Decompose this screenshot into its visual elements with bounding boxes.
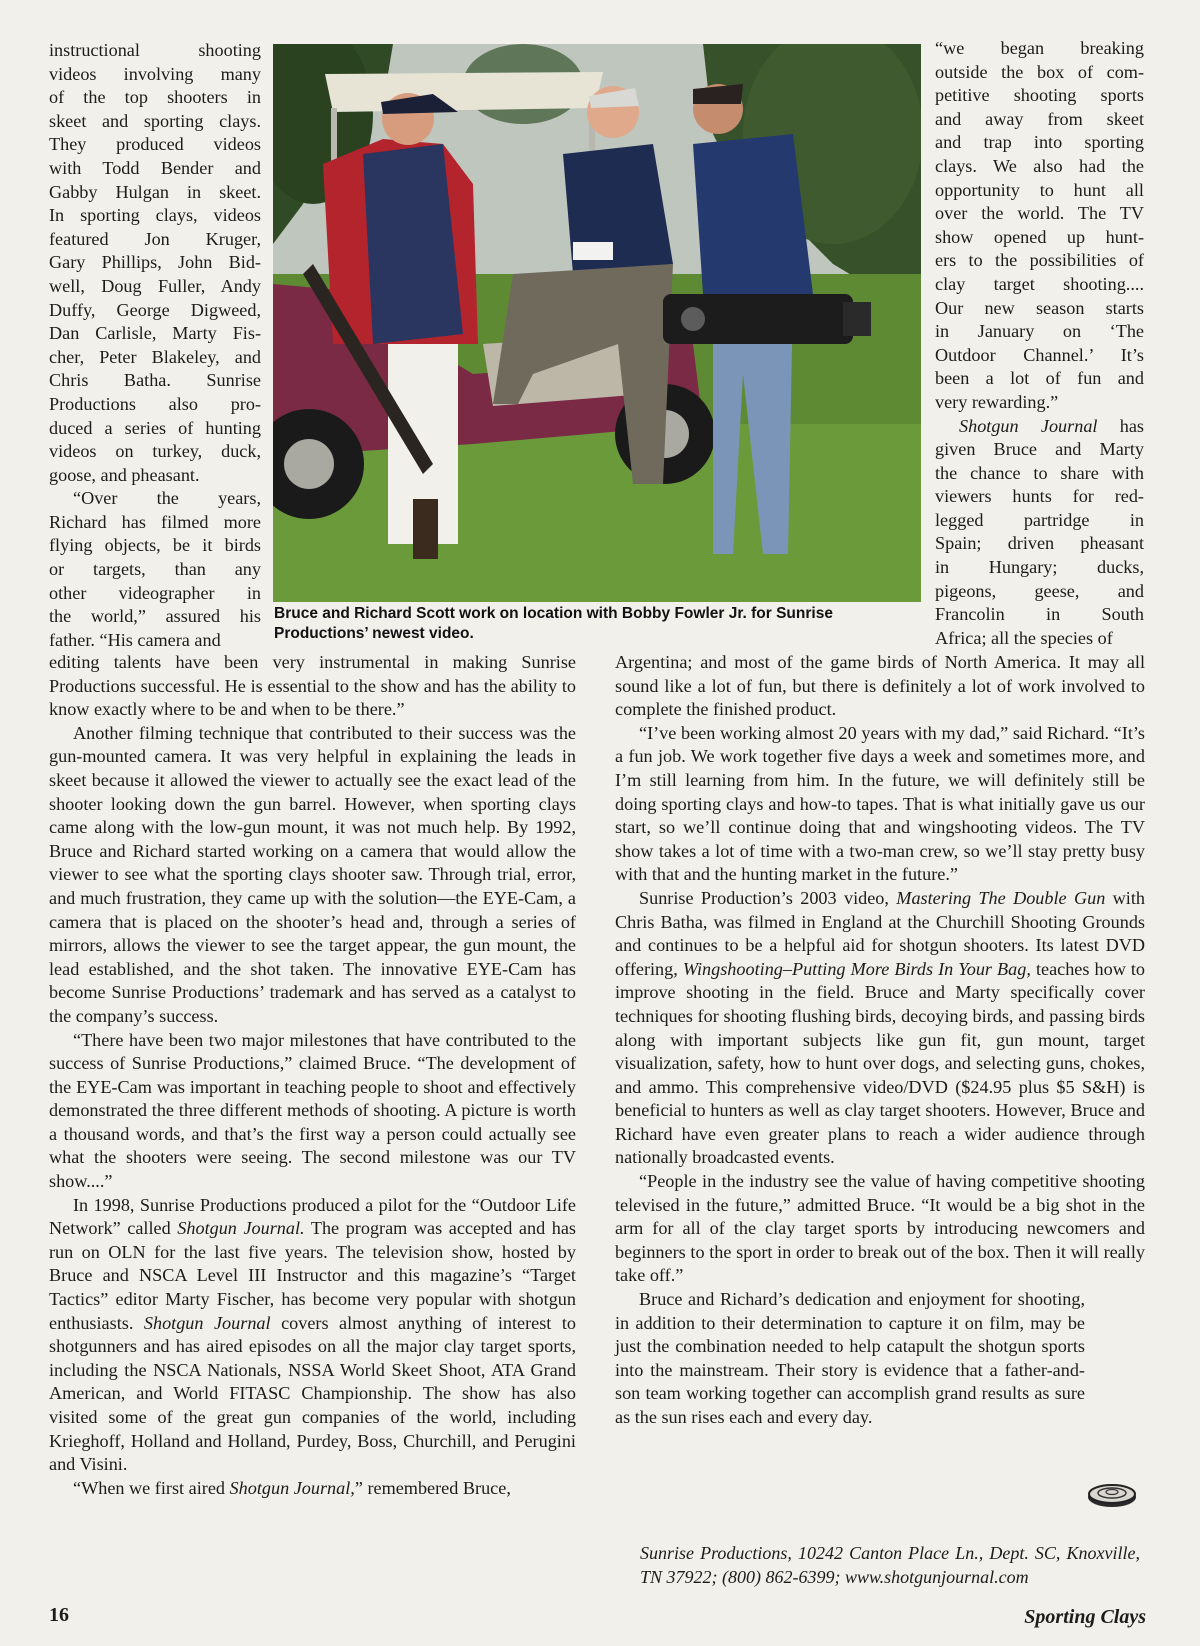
right-narrow-line: and trap into sporting bbox=[935, 132, 1144, 153]
photo-illustration bbox=[273, 44, 921, 602]
left-paragraph-1: editing talents have been very instrumental in making Sunrise Productions successful. He is essential to the show and has the ability to know exactly where to be and when to be there.” bbox=[49, 652, 576, 720]
right-paragraph-1: Argentina; and most of the game birds of North America. It may all sound like a lot of fun, but there is definitely a lot of work involved to complete the finished product. bbox=[615, 652, 1145, 720]
left-narrow-line: skeet and sporting clays. bbox=[49, 110, 261, 131]
left-narrow-line: Dan Carlisle, Marty Fis- bbox=[49, 323, 261, 344]
right-narrow-line: Spain; driven pheasant bbox=[935, 533, 1144, 554]
left-p4-text-e: covers almost anything of interest to shotgunners and has aired episodes on all the major clay target sports, including the NSCA Nationals, NSSA World Skeet Shoot, ATA Grand American, and World FITASC Championship. The show has also visited some of the great gun companies of the world, including Krieghoff, Holland and Holland, Purdey, Boss, Churchill, and Perugini and Visini. bbox=[49, 1312, 576, 1475]
right-p3-title-2: Wingshooting–Putting More Birds In Your Bag, bbox=[682, 958, 1031, 979]
left-p4-title-1: Shotgun Journal. bbox=[177, 1218, 305, 1239]
right-paragraph-4: “People in the industry see the value of having competitive shooting televised in the future,” admitted Bruce. “It would be a big shot in the arm for all of the clay target sports by introducing newcomers and beginners to the sport in order to break out of the box. Then it will really take off.” bbox=[615, 1171, 1145, 1286]
right-narrow-line: Shotgun Journal has bbox=[959, 415, 1144, 436]
right-narrow-line: legged partridge in bbox=[935, 509, 1144, 530]
right-narrow-line: clay target shooting.... bbox=[935, 273, 1144, 294]
show-title: Shotgun Journal bbox=[959, 415, 1098, 436]
clay-target-end-icon bbox=[1085, 1480, 1139, 1510]
right-narrow-line: given Bruce and Marty bbox=[935, 439, 1144, 460]
right-narrow-line: in Hungary; ducks, bbox=[935, 557, 1144, 578]
left-narrow-line: flying objects, be it birds bbox=[49, 535, 261, 556]
left-narrow-line: Productions also pro- bbox=[49, 393, 261, 414]
right-narrow-line: petitive shooting sports bbox=[935, 85, 1144, 106]
left-p5-text-a: “When we first aired bbox=[73, 1477, 230, 1498]
magazine-name: Sporting Clays bbox=[1024, 1606, 1146, 1628]
left-p5-text-c: ” remembered Bruce, bbox=[354, 1477, 511, 1498]
left-p4-title-2: Shotgun Journal bbox=[143, 1312, 271, 1333]
right-p3-title-1: Mastering The Double Gun bbox=[896, 887, 1106, 908]
right-p3-text-c: with Chris Batha, was filmed in England at the Churchill Shooting Grounds and continues to be a helpful aid for shotgun shooters. Its latest DVD offering, bbox=[615, 887, 1145, 979]
left-narrow-line: with Todd Bender and bbox=[49, 157, 261, 178]
left-column bbox=[49, 651, 576, 1500]
left-narrow-column bbox=[49, 39, 261, 652]
right-narrow-lines bbox=[935, 37, 1144, 650]
left-p4-text-a: In 1998, Sunrise Productions produced a pilot for the “Outdoor Life Network” called bbox=[49, 1194, 576, 1239]
left-paragraph-3: “There have been two major milestones that have contributed to the success of Sunrise Productions,” claimed Bruce. “The development of the EYE-Cam was important in teaching people to shoot and effectively demonstrated the three different methods of shooting. A picture is worth a thousand words, and that’s the first way a person could actually see what the shooters were seeing. The second milestone was our TV show....” bbox=[49, 1029, 576, 1192]
left-narrow-lines bbox=[49, 39, 261, 652]
right-column bbox=[615, 651, 1145, 1430]
contact-credit bbox=[640, 1542, 1140, 1589]
left-narrow-line: Gary Phillips, John Bid- bbox=[49, 252, 261, 273]
right-p3-text-a: Sunrise Production’s 2003 video, bbox=[639, 887, 897, 908]
right-narrow-line: over the world. The TV bbox=[935, 203, 1144, 224]
right-p3-text-e: teaches how to improve shooting in the field. Bruce and Marty specifically cover techniques for shooting flushing birds, decoying birds, and passing birds along with important subjects like gun fit, gun mount, target visualization, safety, how to hunt over dogs, and selecting guns, chokes, and ammo. This comprehensive video/DVD ($24.95 plus $5 S&H) is beneficial to hunters as well as clay target shooters. However, Bruce and Richard have even greater plans to reach a wider audience through nationally broadcasted events. bbox=[615, 958, 1146, 1168]
left-narrow-line: videos on turkey, duck, bbox=[49, 441, 261, 462]
left-narrow-line: cher, Peter Blakeley, and bbox=[49, 346, 261, 367]
caption-line-2: Productions’ newest video. bbox=[274, 625, 474, 642]
left-p5-title: Shotgun Journal, bbox=[229, 1477, 355, 1498]
right-paragraph-3 bbox=[615, 887, 1145, 1170]
right-narrow-line: show opened up hunt- bbox=[935, 226, 1144, 247]
left-narrow-line: featured Jon Kruger, bbox=[49, 228, 261, 249]
right-narrow-line: “we began breaking bbox=[935, 38, 1144, 58]
page-number: 16 bbox=[49, 1604, 69, 1626]
left-narrow-line: the world,” assured his bbox=[49, 606, 261, 627]
photo-caption bbox=[274, 604, 926, 644]
left-narrow-line: Richard has filmed more bbox=[49, 511, 261, 532]
right-narrow-column bbox=[935, 37, 1144, 650]
right-narrow-line: very rewarding.” bbox=[935, 391, 1059, 412]
right-narrow-line: outside the box of com- bbox=[935, 61, 1144, 82]
right-narrow-line: Africa; all the species of bbox=[935, 627, 1113, 648]
credit-text: Sunrise Productions, 10242 Canton Place Ln., Dept. SC, Knoxville, TN 37922; (800) 862-6399; www.shotgunjournal.com bbox=[640, 1543, 1140, 1587]
right-narrow-line: and away from skeet bbox=[935, 108, 1144, 129]
left-narrow-line: Chris Batha. Sunrise bbox=[49, 370, 261, 391]
left-narrow-line: Duffy, George Digweed, bbox=[49, 299, 261, 320]
left-narrow-line: duced a series of hunting bbox=[49, 417, 261, 438]
left-narrow-line: or targets, than any bbox=[49, 559, 261, 580]
left-narrow-line: videos involving many bbox=[49, 63, 261, 84]
right-narrow-line: the chance to share with bbox=[935, 462, 1144, 483]
right-narrow-line: clays. We also had the bbox=[935, 155, 1144, 176]
left-narrow-line: Gabby Hulgan in skeet. bbox=[49, 181, 261, 202]
right-narrow-line: opportunity to hunt all bbox=[935, 179, 1144, 200]
caption-line-1: Bruce and Richard Scott work on location with Bobby Fowler Jr. for Sunrise bbox=[274, 605, 833, 622]
left-narrow-line: “Over the years, bbox=[73, 488, 261, 509]
left-paragraph-4 bbox=[49, 1194, 576, 1477]
article-photo bbox=[273, 44, 921, 602]
left-narrow-line: father. “His camera and bbox=[49, 629, 221, 650]
left-p4-text-c: The program was accepted and has run on OLN for the last five years. The television show, hosted by Bruce and NSCA Level III Instructor and this magazine’s “Target Tactics” editor Marty Fischer, has become very popular with shotgun enthusiasts. bbox=[49, 1218, 576, 1333]
left-narrow-line: They produced videos bbox=[49, 134, 261, 155]
right-narrow-line: in January on ‘The bbox=[935, 321, 1144, 342]
right-narrow-line: been a lot of fun and bbox=[935, 368, 1144, 389]
left-narrow-line: instructional shooting bbox=[49, 40, 261, 60]
right-narrow-line: Francolin in South bbox=[935, 604, 1144, 625]
right-narrow-line: Outdoor Channel.’ It’s bbox=[935, 344, 1144, 365]
left-narrow-line: other videographer in bbox=[49, 582, 261, 603]
left-narrow-line: goose, and pheasant. bbox=[49, 464, 200, 485]
right-paragraph-5: Bruce and Richard’s dedication and enjoyment for shooting, in addition to their determination to capture it on film, may be just the combination needed to help catapult the shotgun sports into the mainstream. Their story is evidence that a father-and-son team working together can accomplish grand results as sure as the sun rises each and every day. bbox=[615, 1289, 1085, 1427]
right-narrow-line: viewers hunts for red- bbox=[935, 486, 1144, 507]
left-narrow-line: well, Doug Fuller, Andy bbox=[49, 275, 261, 296]
left-narrow-line: of the top shooters in bbox=[49, 87, 261, 108]
right-narrow-line: ers to the possibilities of bbox=[935, 250, 1144, 271]
right-narrow-line: Our new season starts bbox=[935, 297, 1144, 318]
right-narrow-line: pigeons, geese, and bbox=[935, 580, 1144, 601]
left-paragraph-5 bbox=[49, 1477, 576, 1501]
left-narrow-line: In sporting clays, videos bbox=[49, 205, 261, 226]
right-paragraph-2: “I’ve been working almost 20 years with my dad,” said Richard. “It’s a fun job. We work together five days a week and sometimes more, and I’m still learning from him. In the future, we will definitely still be doing sporting clays and how-to tapes. That is what initially gave us our start, so we’ll continue doing that and wingshooting videos. The TV show takes a lot of time with a two-man crew, so we’ll stay pretty busy with that and the hunting market in the future.” bbox=[615, 722, 1145, 885]
left-paragraph-2: Another filming technique that contributed to their success was the gun-mounted camera. It was very helpful in explaining the leads in skeet because it allowed the viewer to actually see the exact lead of the shooter looking down the gun barrel. However, when sporting clays came along with the low-gun mount, it was not much help. By 1992, Bruce and Richard started working on a camera that would allow the viewer to see what the sporting clays shooter saw. Through trial, error, and much frustration, they came up with the solution—the EYE-Cam, a camera that is placed on the shooter’s head and, through a series of mirrors, allows the viewer to see the target appear, the gun mount, the lead established, and the shot taken. The innovative EYE-Cam has become Sunrise Productions’ trademark and has served as a catalyst to the company’s success. bbox=[49, 722, 576, 1026]
